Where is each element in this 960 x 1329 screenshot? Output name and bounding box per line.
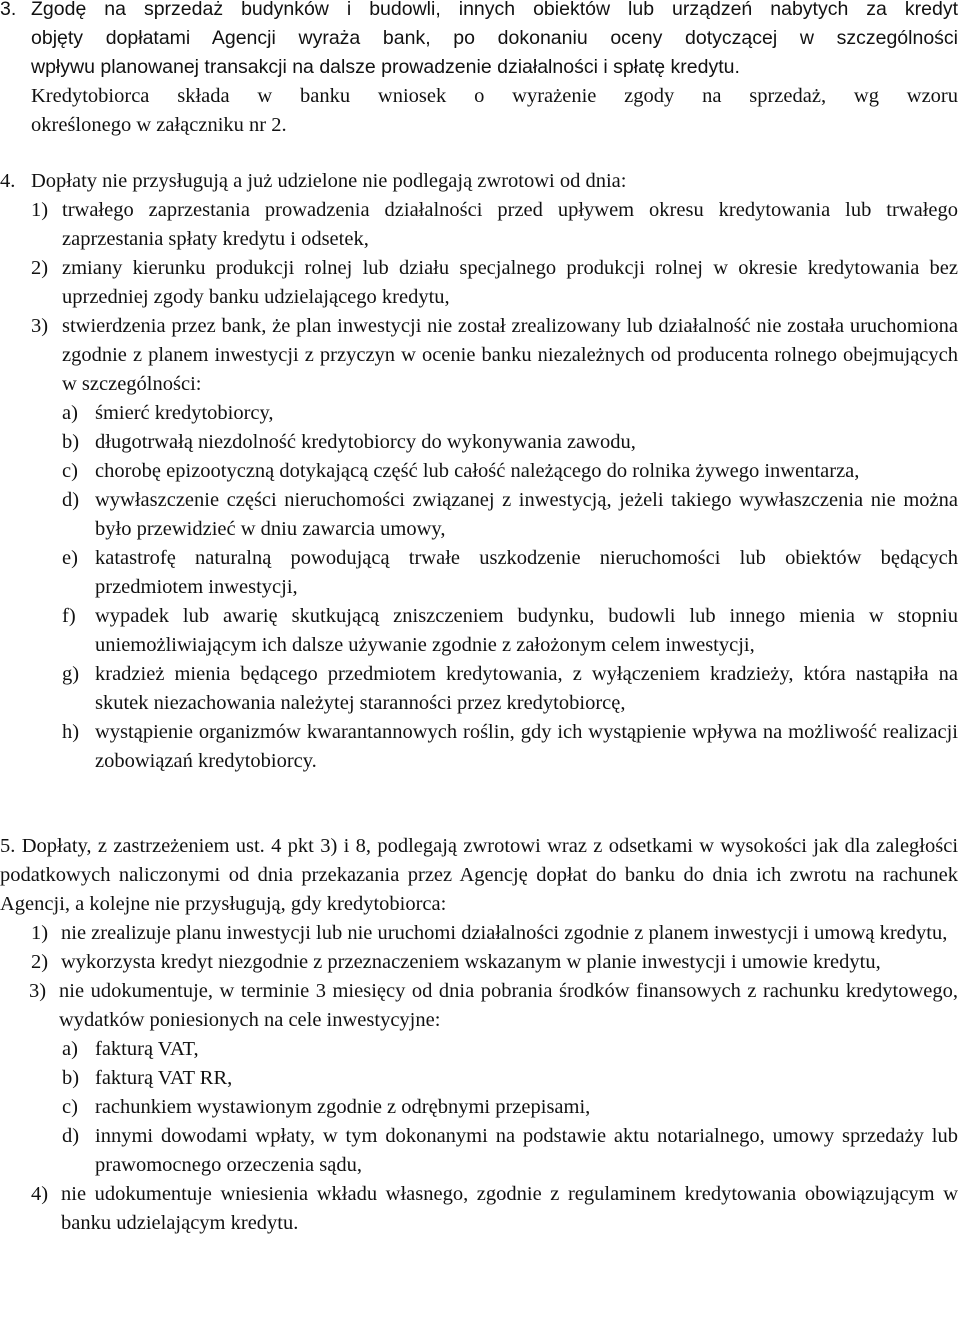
subitem-text: innymi dowodami wpłaty, w tym dokonanymi na podstawie aktu notarialnego, umowy sprzedaży lub prawomocnego orzeczenia sądu, <box>95 1125 958 1176</box>
subitem-text: długotrwałą niezdolność kredytobiorcy do wykonywania zawodu, <box>95 431 636 453</box>
subitem-label: c) <box>62 460 78 482</box>
item-text: trwałego zaprzestania prowadzenia działalności przed upływem okresu kredytowania lub trwałego zaprzestania spłaty kredytu i odsetek, <box>62 199 958 250</box>
subitem-text: wystąpienie organizmów kwarantannowych roślin, gdy ich wystąpienie wpływa na możliwość realizacji zobowiązań kredytobiorcy. <box>95 721 958 772</box>
section-5-item <box>0 1180 958 1238</box>
item-label: 3) <box>31 315 49 337</box>
subitem-label: a) <box>62 1038 78 1060</box>
subitem-text: kradzież mienia będącego przedmiotem kredytowania, z wyłączeniem kradzieży, która nastąpiła na skutek niezachowania należytej staranności przez kredytobiorcę, <box>95 663 958 714</box>
section-5-item <box>0 948 958 977</box>
item-text: nie zrealizuje planu inwestycji lub nie uruchomi działalności zgodnie z planem inwestycji i umową kredytu, <box>61 922 948 944</box>
item-label: 2) <box>31 951 49 973</box>
section-4-subitem <box>0 718 958 776</box>
item-text: zmiany kierunku produkcji rolnej lub działu specjalnego produkcji rolnej w okresie kredytowania bez uprzedniej zgody banku udzielającego kredytu, <box>62 257 958 308</box>
section-5-number: 5. <box>0 835 16 857</box>
subitem-text: wywłaszczenie części nieruchomości związanej z inwestycją, jeżeli takiego wywłaszczenia nie można było przewidzieć w dniu zawarcia umowy, <box>95 489 958 540</box>
subitem-label: g) <box>62 663 80 685</box>
subitem-text: fakturą VAT RR, <box>95 1067 233 1089</box>
item-label: 4) <box>31 1183 49 1205</box>
item-text: wykorzysta kredyt niezgodnie z przeznaczeniem wskazanym w planie inwestycji i umowie kredytu, <box>61 951 881 973</box>
subitem-text: śmierć kredytobiorcy, <box>95 402 274 424</box>
section-5-subitem <box>0 1093 958 1122</box>
section-3-line-3: wpływu planowanej transakcji na dalsze prowadzenie działalności i spłatę kredytu. <box>31 56 740 78</box>
section-3-line-4: określonego w załączniku nr 2. <box>31 114 287 136</box>
section-4-item <box>0 254 958 312</box>
subitem-label: c) <box>62 1096 78 1118</box>
subitem-label: a) <box>62 402 78 424</box>
item-label: 2) <box>31 257 49 279</box>
section-4-subitem <box>0 602 958 660</box>
section-3-line-2: objęty dopłatami Agencji wyraża bank, po dokonaniu oceny dotyczącej w szczególności <box>31 27 958 49</box>
subitem-label: b) <box>62 1067 80 1089</box>
section-3-line-3b: Kredytobiorca składa w banku wniosek o wyrażenie zgody na sprzedaż, wg wzoru <box>31 85 958 107</box>
section-5-subitem <box>0 1064 958 1093</box>
section-4-subitem <box>0 544 958 602</box>
subitem-label: d) <box>62 489 80 511</box>
item-text: nie udokumentuje, w terminie 3 miesięcy od dnia pobrania środków finansowych z rachunku kredytowego, wydatków poniesionych na cele inwestycyjne: <box>59 980 958 1031</box>
section-3-number: 3. <box>0 0 17 20</box>
section-5 <box>0 832 958 1238</box>
section-4-item <box>0 312 958 399</box>
section-3 <box>0 0 958 140</box>
section-3-text <box>31 0 958 140</box>
section-5-item <box>0 977 958 1035</box>
section-3-line-1: Zgodę na sprzedaż budynków i budowli, innych obiektów lub urządzeń nabytych za kredyt <box>31 0 958 20</box>
section-4-subitem <box>0 399 958 428</box>
subitem-label: h) <box>62 721 80 743</box>
section-3-header <box>0 0 958 140</box>
section-5-item <box>0 919 958 948</box>
section-4-header <box>0 167 958 196</box>
item-text: nie udokumentuje wniesienia wkładu własnego, zgodnie z regulaminem kredytowania obowiązującym w banku udzielającym kredytu. <box>61 1183 958 1234</box>
subitem-label: f) <box>62 605 76 627</box>
section-4-number: 4. <box>0 170 16 192</box>
subitem-text: chorobę epizootyczną dotykającą część lub całość należącego do rolnika żywego inwentarza, <box>95 460 860 482</box>
section-4-subitem <box>0 457 958 486</box>
section-4-item <box>0 196 958 254</box>
subitem-text: wypadek lub awarię skutkującą zniszczeniem budynku, budowli lub innego mienia w stopniu uniemożliwiającym ich dalsze używanie zgodnie z założonym celem inwestycji, <box>95 605 958 656</box>
section-5-subitem <box>0 1035 958 1064</box>
section-4-subitem <box>0 428 958 457</box>
item-label: 1) <box>31 199 49 221</box>
subitem-label: b) <box>62 431 80 453</box>
section-5-intro-text: Dopłaty, z zastrzeżeniem ust. 4 pkt 3) i 8, podlegają zwrotowi wraz z odsetkami w wysokości jak dla zaległości podatkowych naliczonymi od dnia przekazania przez Agencję dopłat do banku do dnia ich zwrotu na rachunek Agencji, a kolejne nie przysługują, gdy kredytobiorca: <box>0 835 959 915</box>
section-4 <box>0 167 958 776</box>
item-label: 3) <box>29 980 47 1002</box>
item-label: 1) <box>31 922 49 944</box>
subitem-label: e) <box>62 547 78 569</box>
subitem-text: fakturą VAT, <box>95 1038 199 1060</box>
section-4-subitem <box>0 660 958 718</box>
item-text: stwierdzenia przez bank, że plan inwestycji nie został zrealizowany lub działalność nie została uruchomiona zgodnie z planem inwestycji z przyczyn w ocenie banku niezależnych od producenta rolnego obejmujących w szczególności: <box>62 315 958 395</box>
section-4-intro: Dopłaty nie przysługują a już udzielone nie podlegają zwrotowi od dnia: <box>31 170 627 192</box>
section-5-subitem <box>0 1122 958 1180</box>
section-5-intro <box>0 832 958 919</box>
section-4-subitem <box>0 486 958 544</box>
subitem-text: rachunkiem wystawionym zgodnie z odrębnymi przepisami, <box>95 1096 591 1118</box>
subitem-label: d) <box>62 1125 80 1147</box>
subitem-text: katastrofę naturalną powodującą trwałe uszkodzenie nieruchomości lub obiektów będących przedmiotem inwestycji, <box>95 547 958 598</box>
